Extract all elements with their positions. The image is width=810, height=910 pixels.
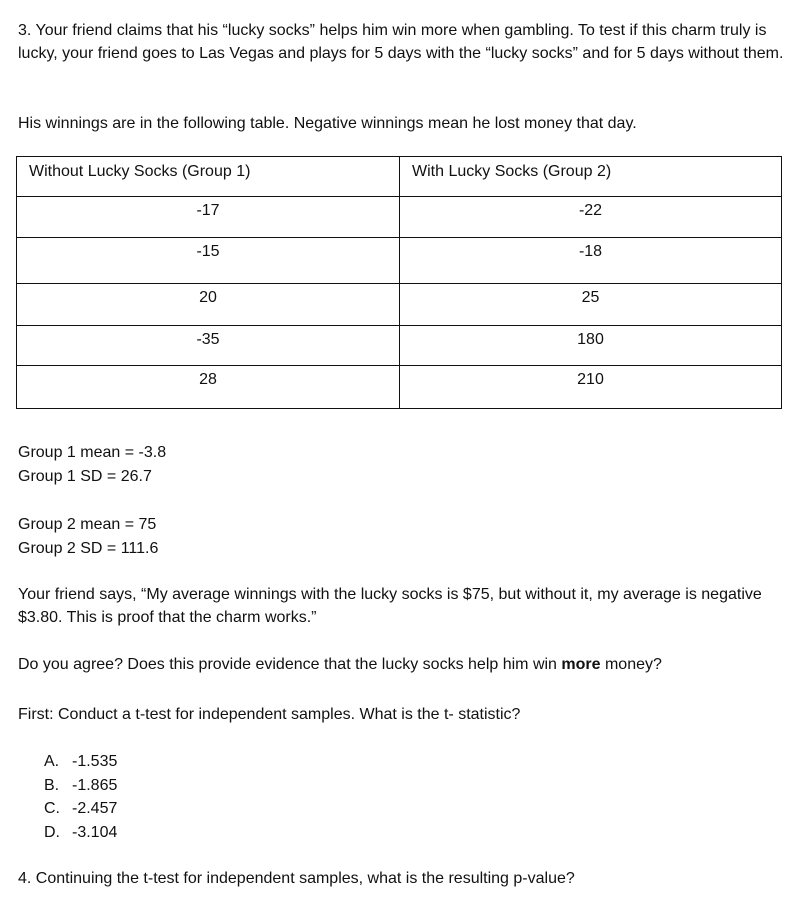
column-header-group-2: With Lucky Socks (Group 2) xyxy=(400,157,782,197)
answer-options xyxy=(44,750,117,844)
group-1-sd: Group 1 SD = 26.7 xyxy=(18,468,152,485)
table-cell-group-1: -17 xyxy=(17,197,400,238)
question-text-after: money? xyxy=(600,656,662,673)
agreement-question xyxy=(18,653,788,676)
friend-claim: Your friend says, “My average winnings with the lucky socks is $75, but without it, my average is negative $3.80. This is proof that the charm works.” xyxy=(18,586,762,626)
question-4: 4. Continuing the t-test for independent samples, what is the resulting p-value? xyxy=(18,870,575,887)
answer-option-b[interactable] xyxy=(44,774,117,798)
table-cell-group-1: -35 xyxy=(17,326,400,366)
table-cell-group-2: 180 xyxy=(400,326,782,366)
option-value: -1.865 xyxy=(72,776,118,794)
first-step-prompt: First: Conduct a t-test for independent samples. What is the t- statistic? xyxy=(18,706,521,723)
question-emphasis: more xyxy=(561,656,601,673)
table-row xyxy=(17,197,782,238)
option-value: -2.457 xyxy=(72,800,118,817)
option-letter: B. xyxy=(44,776,60,794)
table-cell-group-2: 25 xyxy=(400,284,782,326)
table-header-row xyxy=(17,157,782,197)
option-letter: C. xyxy=(44,800,60,817)
option-letter: A. xyxy=(44,753,60,770)
table-intro: His winnings are in the following table. Negative winnings mean he lost money that day. xyxy=(18,115,637,132)
table-cell-group-2: -22 xyxy=(400,197,782,238)
table-row xyxy=(17,238,782,284)
winnings-table xyxy=(16,156,782,409)
table-row xyxy=(17,366,782,409)
column-header-group-1: Without Lucky Socks (Group 1) xyxy=(17,157,400,197)
group-2-mean: Group 2 mean = 75 xyxy=(18,516,157,533)
answer-option-a[interactable] xyxy=(44,750,117,774)
table-row xyxy=(17,326,782,366)
table-cell-group-1: 20 xyxy=(17,284,400,326)
question-text-before: Do you agree? Does this provide evidence that the lucky socks help him win xyxy=(18,656,562,673)
group-1-mean: Group 1 mean = -3.8 xyxy=(18,444,167,461)
table-cell-group-1: -15 xyxy=(17,238,400,284)
table-cell-group-1: 28 xyxy=(17,366,400,409)
group-2-sd: Group 2 SD = 111.6 xyxy=(18,540,159,557)
option-value: -1.535 xyxy=(72,753,118,770)
table-row xyxy=(17,284,782,326)
answer-option-c[interactable] xyxy=(44,797,117,821)
table-cell-group-2: 210 xyxy=(400,366,782,409)
table-cell-group-2: -18 xyxy=(400,238,782,284)
answer-option-d[interactable] xyxy=(44,821,117,845)
question-3-intro: 3. Your friend claims that his “lucky socks” helps him win more when gambling. To test if this charm truly is lucky, your friend goes to Las Vegas and plays for 5 days with the “lucky socks” and for 5 days without them. xyxy=(18,22,784,62)
option-value: -3.104 xyxy=(72,823,118,841)
option-letter: D. xyxy=(44,823,60,841)
